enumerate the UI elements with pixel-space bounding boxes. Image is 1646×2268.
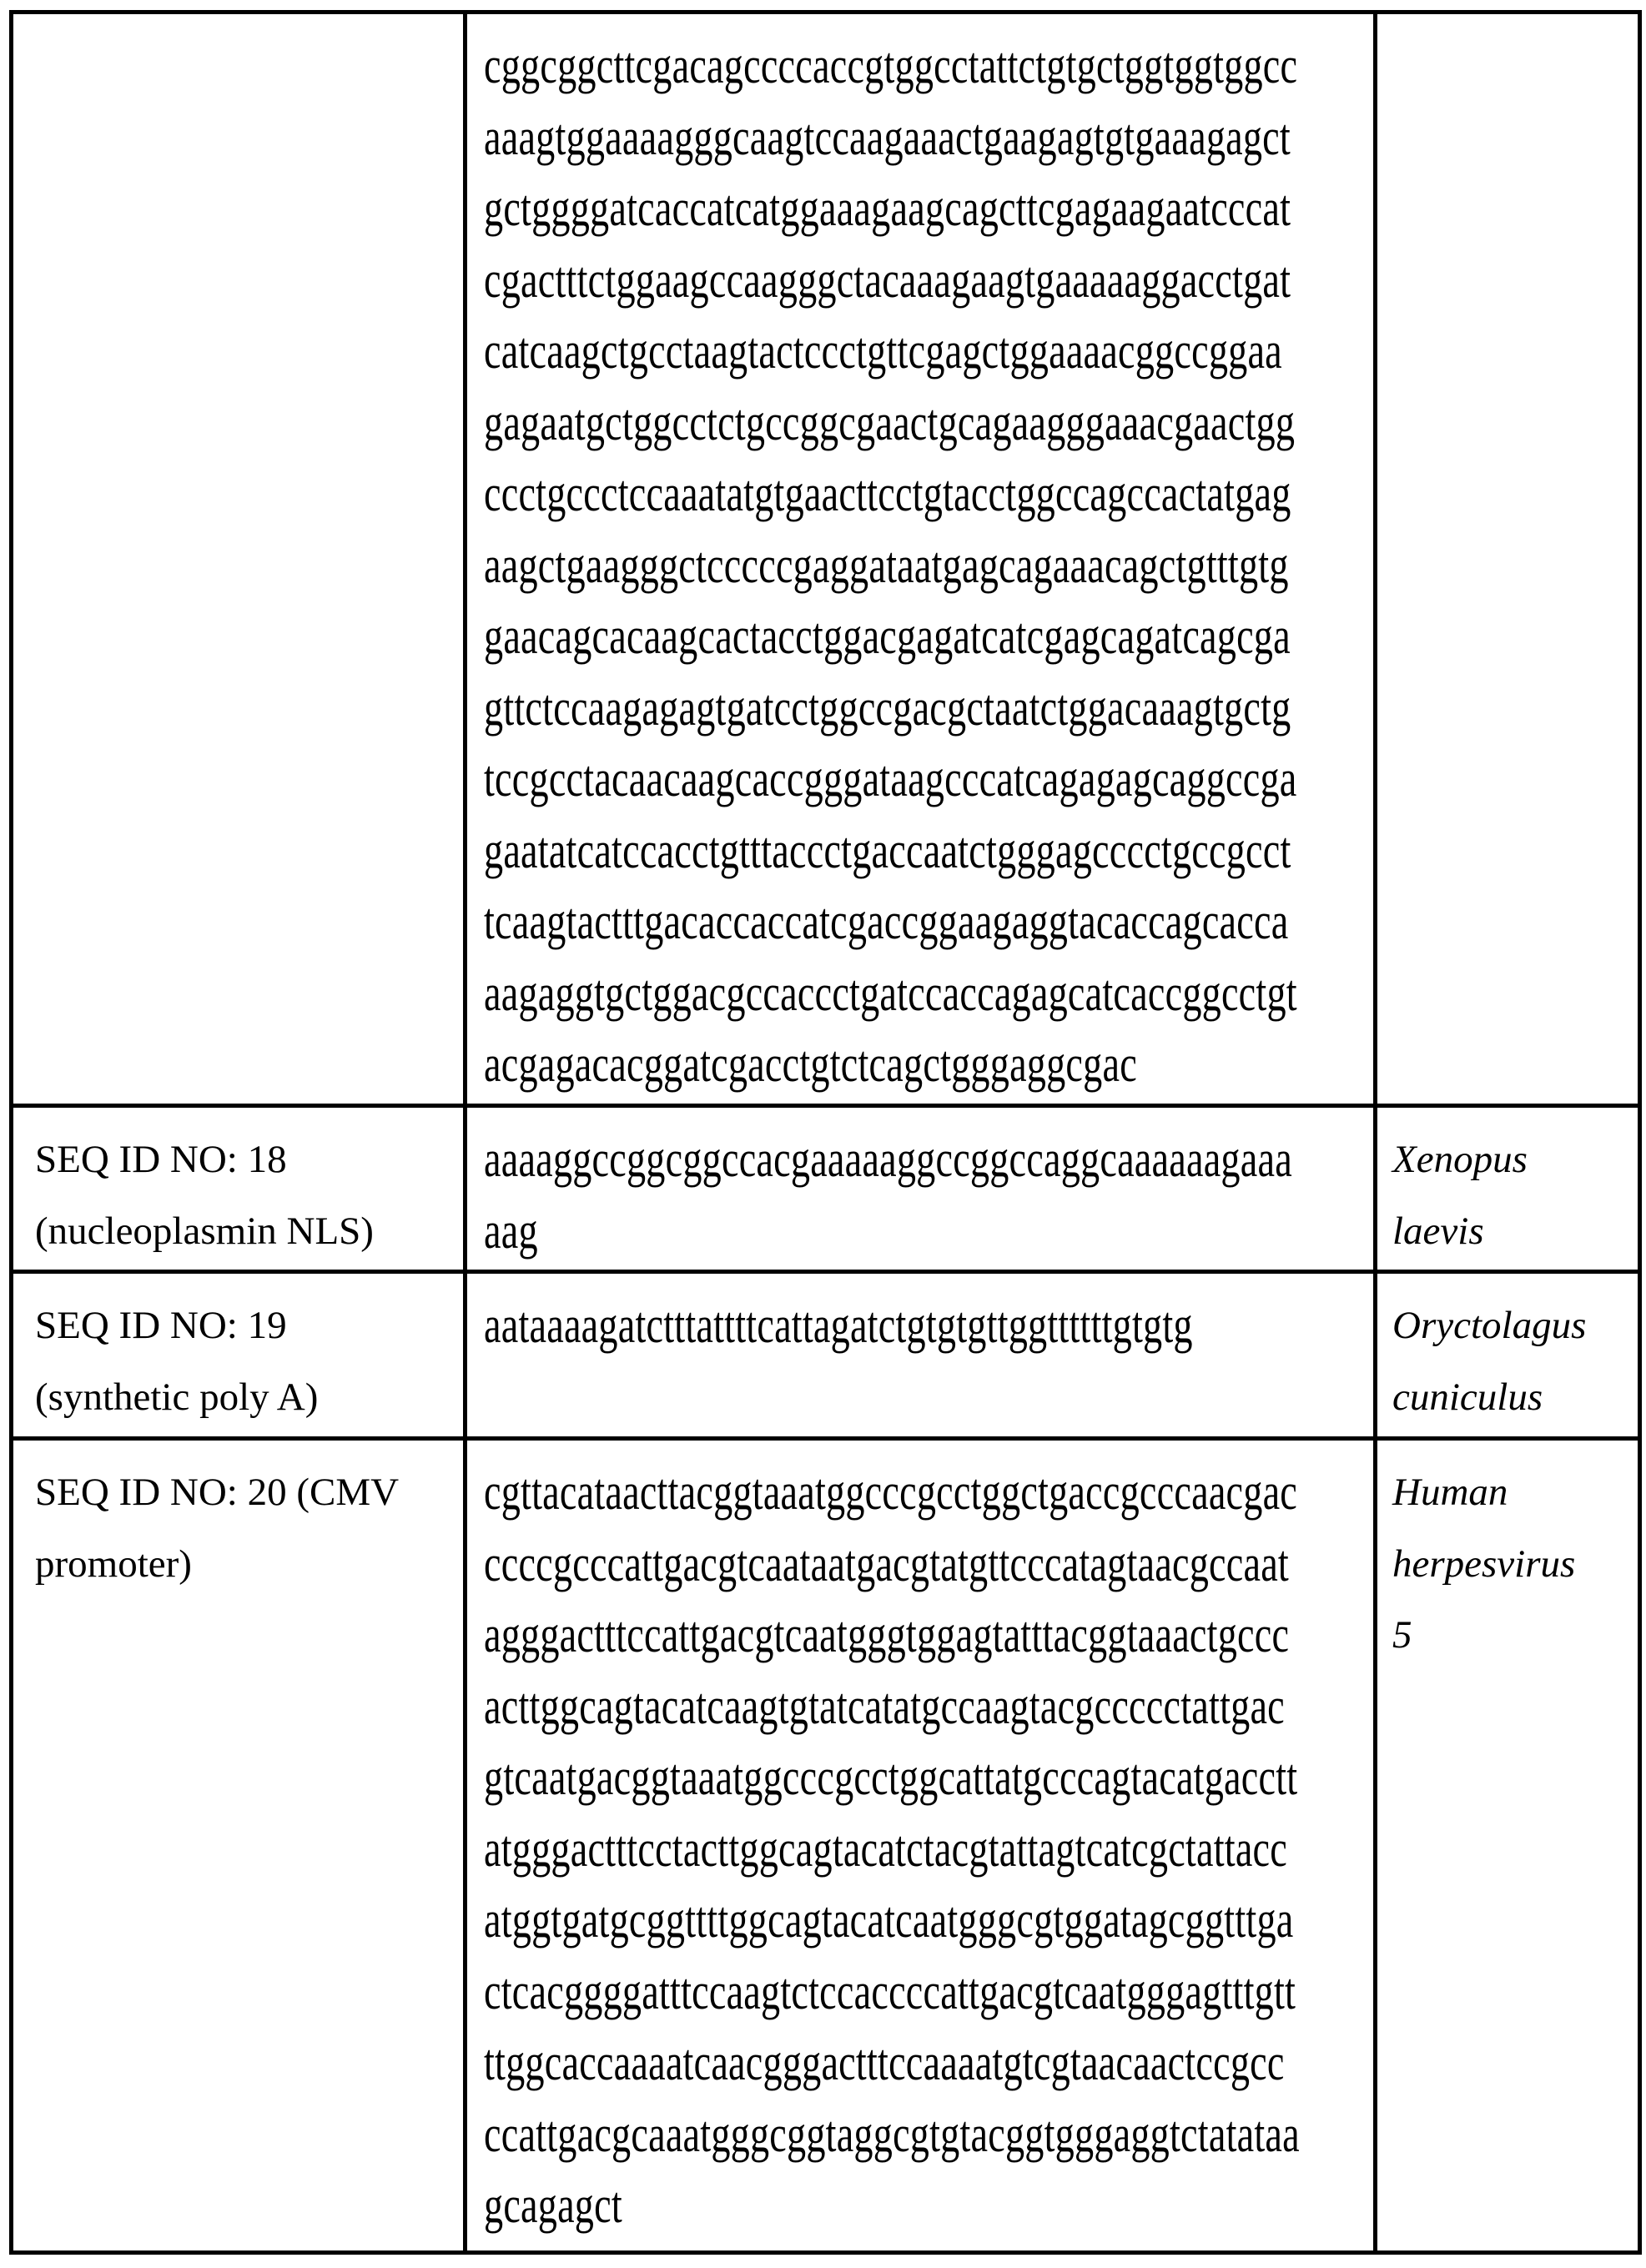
organism-name-line: laevis xyxy=(1392,1196,1638,1268)
sequence-cell xyxy=(466,1106,1376,1272)
sequence-line: gaatatcatccacctgtttaccctgaccaatctgggagcccctgccgcct xyxy=(484,816,1146,888)
seq-id-label-line: (synthetic poly A) xyxy=(35,1362,463,1434)
organism-cell xyxy=(1376,1272,1640,1439)
sequence-table-body xyxy=(12,13,1640,2253)
table-row xyxy=(12,13,1640,1106)
sequence-cell xyxy=(466,13,1376,1106)
sequence-line: aagaggtgctggacgccaccctgatccaccagagcatcaccggcctgt xyxy=(484,958,1146,1030)
organism-name-line: Xenopus xyxy=(1392,1124,1638,1196)
organism-cell xyxy=(1376,1439,1640,2253)
sequence-line: ccattgacgcaaatgggcggtaggcgtgtacggtgggaggtctatataa xyxy=(484,2100,1146,2171)
table-row xyxy=(12,1106,1640,1272)
sequence-line: gttctccaagagagtgatcctggccgacgctaatctggacaaagtgctg xyxy=(484,673,1146,745)
table-row xyxy=(12,1272,1640,1439)
organism-name-line: Human xyxy=(1392,1457,1638,1529)
table-row xyxy=(12,1439,1640,2253)
sequence-line: ccctgccctccaaatatgtgaacttcctgtacctggccagccactatgag xyxy=(484,459,1146,531)
sequence-line: gtcaatgacggtaaatggcccgcctggcattatgcccagtacatgacctt xyxy=(484,1742,1146,1814)
organism-cell xyxy=(1376,1106,1640,1272)
seq-id-label-line: SEQ ID NO: 20 (CMV xyxy=(35,1457,463,1529)
organism-name-line: Oryctolagus xyxy=(1392,1290,1638,1362)
sequence-line: ttggcaccaaaatcaacgggactttccaaaatgtcgtaacaactccgcc xyxy=(484,2028,1146,2100)
sequence-line: aataaaagatctttattttcattagatctgtgtgttggttttttgtgtg xyxy=(484,1290,1146,1362)
sequence-line: acgagacacggatcgacctgtctcagctgggaggcgac xyxy=(484,1029,1146,1101)
sequence-table xyxy=(9,10,1642,2255)
sequence-line: catcaagctgcctaagtactccctgttcgagctggaaaacggccggaa xyxy=(484,316,1146,388)
seq-id-cell xyxy=(12,1106,466,1272)
sequence-line: cgactttctggaagccaagggctacaaagaagtgaaaaaggacctgat xyxy=(484,245,1146,317)
sequence-line: atgggactttcctacttggcagtacatctacgtattagtcatcgctattacc xyxy=(484,1814,1146,1886)
seq-id-cell xyxy=(12,13,466,1106)
sequence-line: aaaaggccggcggccacgaaaaaggccggccaggcaaaaaagaaa xyxy=(484,1124,1146,1196)
sequence-line: aagctgaagggctcccccgaggataatgagcagaaacagctgtttgtg xyxy=(484,531,1146,602)
organism-name-line: cuniculus xyxy=(1392,1362,1638,1434)
sequence-line: cgttacataacttacggtaaatggcccgcctggctgaccgcccaacgac xyxy=(484,1457,1146,1529)
sequence-line: atggtgatgcggttttggcagtacatcaatgggcgtggatagcggtttga xyxy=(484,1885,1146,1957)
sequence-line: acttggcagtacatcaagtgtatcatatgccaagtacgccccctattgac xyxy=(484,1672,1146,1743)
seq-id-label-line: promoter) xyxy=(35,1529,463,1601)
sequence-line: ccccgcccattgacgtcaataatgacgtatgttcccatagtaacgccaat xyxy=(484,1529,1146,1601)
seq-id-label-line: SEQ ID NO: 18 xyxy=(35,1124,463,1196)
sequence-line: gagaatgctggcctctgccggcgaactgcagaagggaaacgaactgg xyxy=(484,388,1146,460)
sequence-line: gaacagcacaagcactacctggacgagatcatcgagcagatcagcga xyxy=(484,601,1146,673)
sequence-line: aag xyxy=(484,1196,1146,1268)
sequence-line: agggactttccattgacgtcaatgggtggagtatttacggtaaactgccc xyxy=(484,1600,1146,1672)
organism-cell xyxy=(1376,13,1640,1106)
sequence-line: gcagagct xyxy=(484,2170,1146,2242)
organism-name-line: herpesvirus xyxy=(1392,1529,1638,1601)
sequence-line: tccgcctacaacaagcaccgggataagcccatcagagagcaggccga xyxy=(484,744,1146,816)
sequence-line: tcaagtactttgacaccaccatcgaccggaagaggtacaccagcacca xyxy=(484,887,1146,958)
seq-id-cell xyxy=(12,1272,466,1439)
sequence-line: ctcacggggatttccaagtctccaccccattgacgtcaatgggagtttgtt xyxy=(484,1957,1146,2029)
sequence-line: cggcggcttcgacagccccaccgtggcctattctgtgctggtggtggcc xyxy=(484,31,1146,103)
seq-id-label-line: SEQ ID NO: 19 xyxy=(35,1290,463,1362)
seq-id-label-line: (nucleoplasmin NLS) xyxy=(35,1196,463,1268)
sequence-line: gctggggatcaccatcatggaaagaagcagcttcgagaagaatcccat xyxy=(484,173,1146,245)
sequence-cell xyxy=(466,1439,1376,2253)
seq-id-cell xyxy=(12,1439,466,2253)
sequence-line: aaagtggaaaagggcaagtccaagaaactgaagagtgtgaaagagct xyxy=(484,103,1146,174)
organism-name-line: 5 xyxy=(1392,1600,1638,1672)
sequence-cell xyxy=(466,1272,1376,1439)
